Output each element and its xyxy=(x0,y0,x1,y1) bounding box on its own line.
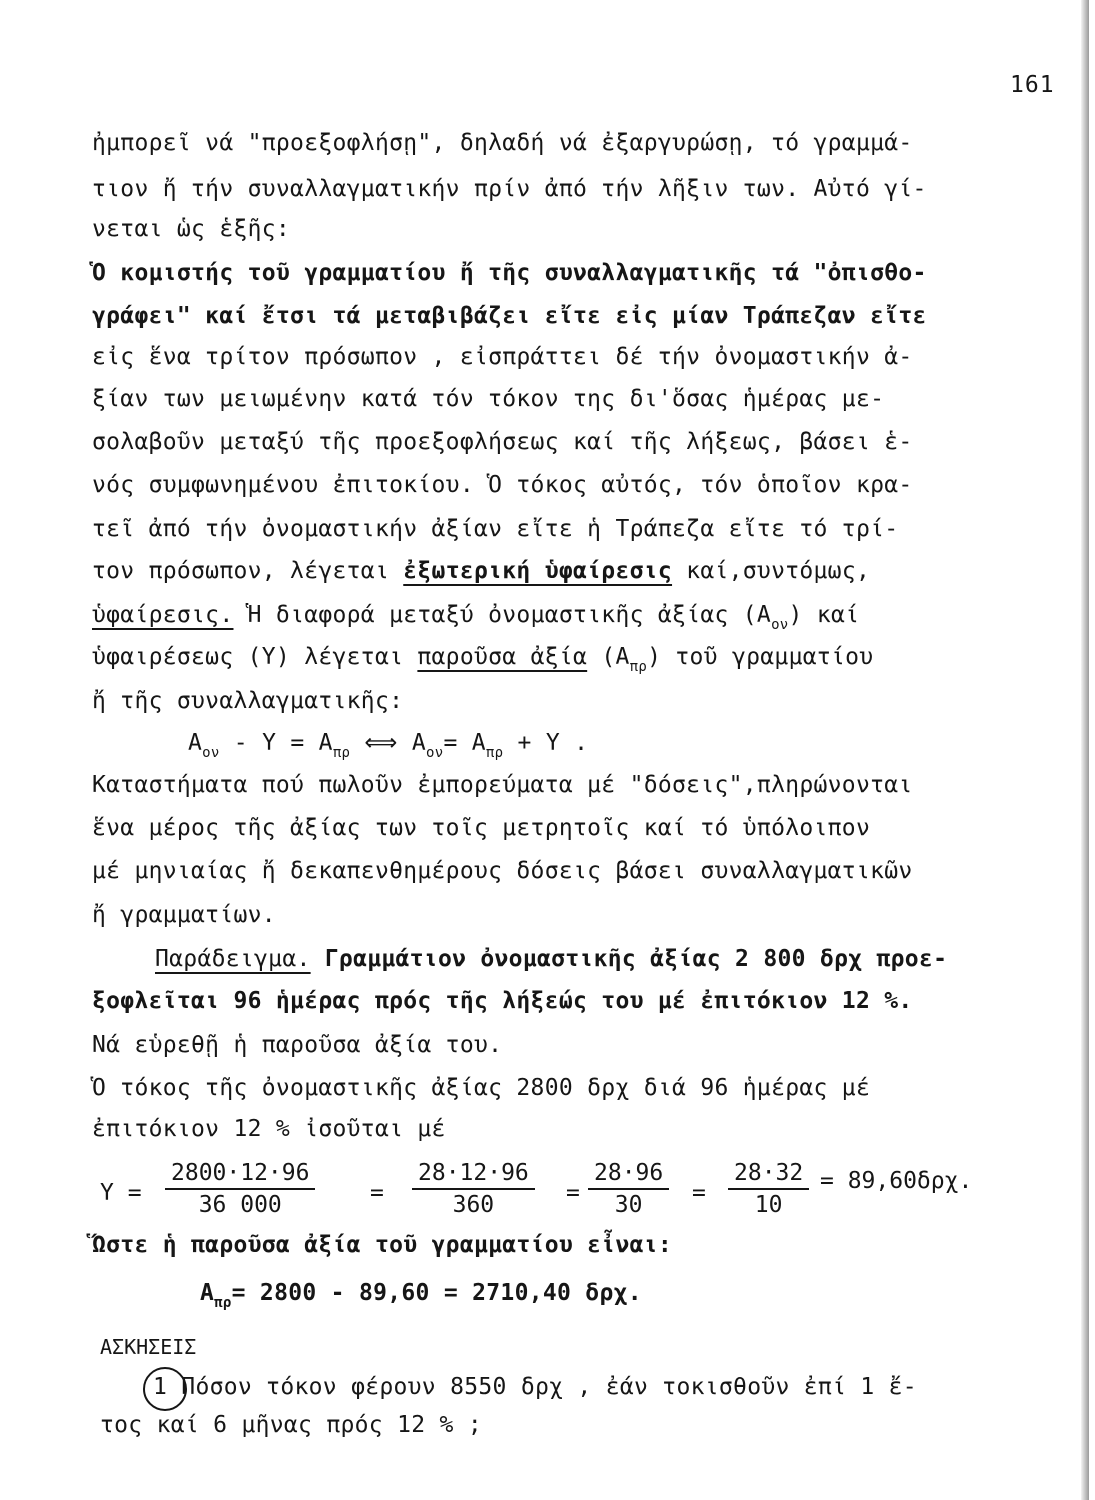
formula-part: = Α xyxy=(443,730,486,756)
text-line: ἤ γραμματίων. xyxy=(92,902,276,928)
calc-result: = 89,60δρχ. xyxy=(820,1168,973,1194)
text-line: νεται ὡς ἑξῆς: xyxy=(92,216,291,242)
text-line: τιον ἤ τήν συναλλαγματικήν πρίν ἀπό τήν λῆξιν των. Αὐτό γί- xyxy=(92,176,927,202)
text-fragment: καί,συντόμως, xyxy=(672,558,871,584)
fraction-3 xyxy=(588,1160,669,1218)
text-fragment: ὑφαιρέσεως (Υ) λέγεται xyxy=(92,644,418,670)
text-fragment: ) καί xyxy=(788,602,860,628)
formula-part: - Υ = Α xyxy=(219,730,333,756)
text-line xyxy=(92,642,873,682)
text-line xyxy=(155,944,947,974)
final-result-line xyxy=(200,1278,642,1318)
fraction-2-numerator: 28·12·96 xyxy=(412,1160,535,1190)
text-line: ἐπιτόκιον 12 % ἰσοῦται μέ xyxy=(92,1116,446,1142)
text-line: σολαβοῦν μεταξύ τῆς προεξοφλήσεως καί τῆς λήξεως, βάσει ἑ- xyxy=(92,429,913,455)
subscript: ον xyxy=(426,745,444,761)
page-number: 161 xyxy=(1010,72,1055,98)
text-line: τος καί 6 μῆνας πρός 12 % ; xyxy=(100,1412,482,1438)
text-fragment: ) τοῦ γραμματίου xyxy=(647,644,874,670)
text-line xyxy=(92,556,870,586)
text-line xyxy=(92,600,859,640)
exercise-number: 1 xyxy=(153,1374,168,1400)
subscript: πρ xyxy=(214,1295,232,1311)
equals-sign: = xyxy=(692,1180,706,1206)
subscript: ον xyxy=(202,745,220,761)
text-line: ἕνα μέρος τῆς ἀξίας των τοῖς μετρητοῖς καί τό ὑπόλοιπον xyxy=(92,815,871,841)
formula-part: + Υ . xyxy=(503,730,589,756)
subscript: πρ xyxy=(629,659,648,675)
text-line: Ὁ τόκος τῆς ὀνομαστικῆς ἀξίας 2800 δρχ διά 96 ἡμέρας μέ xyxy=(92,1075,871,1101)
equals-sign: = xyxy=(370,1180,384,1206)
fraction-2 xyxy=(412,1160,535,1218)
term-present-value: παροῦσα ἀξία xyxy=(417,644,588,670)
term-discount: ὑφαίρεσις. xyxy=(92,602,234,628)
text-line: εἰς ἕνα τρίτον πρόσωπον , εἰσπράττει δέ τήν ὀνομαστικήν ἀ- xyxy=(92,344,913,370)
term-external-discount: ἐξωτερική ὑφαίρεσις xyxy=(403,558,673,584)
fraction-4-numerator: 28·32 xyxy=(728,1160,809,1190)
exercises-heading: ΑΣΚΗΣΕΙΣ xyxy=(100,1335,197,1359)
fraction-4-denominator: 10 xyxy=(754,1192,783,1218)
text-line: τεῖ ἀπό τήν ὀνομαστικήν ἀξίαν εἴτε ἡ Τράπεζα εἴτε τό τρί- xyxy=(92,516,899,542)
formula-part: ⟺ Α xyxy=(350,730,426,756)
text-line: Καταστήματα πού πωλοῦν ἐμπορεύματα μέ "δόσεις",πληρώνονται xyxy=(92,772,913,798)
fraction-1-denominator: 36 000 xyxy=(198,1192,282,1218)
formula-part: Α xyxy=(200,1280,215,1306)
calc-y-label: Υ = xyxy=(100,1180,142,1206)
text-line: ἤ τῆς συναλλαγματικῆς: xyxy=(92,688,404,714)
text-line: Ὁ κομιστής τοῦ γραμματίου ἤ τῆς συναλλαγματικῆς τά "ὀπισθο- xyxy=(92,260,927,286)
text-line xyxy=(153,1372,917,1402)
fraction-3-denominator: 30 xyxy=(614,1192,643,1218)
formula-part: Α xyxy=(188,730,203,756)
text-line: ξοφλεῖται 96 ἡμέρας πρός τῆς λήξεώς του μέ ἐπιτόκιον 12 %. xyxy=(92,988,913,1014)
fraction-4 xyxy=(728,1160,809,1218)
fraction-3-numerator: 28·96 xyxy=(588,1160,669,1190)
text-line: γράφει" καί ἔτσι τά μεταβιβάζει εἴτε εἰς μίαν Τράπεζαν εἴτε xyxy=(92,303,927,329)
text-fragment: Γραμμάτιον ὀνομαστικῆς ἀξίας 2 800 δρχ προε- xyxy=(310,946,948,972)
text-line: Ὥστε ἡ παροῦσα ἀξία τοῦ γραμματίου εἶναι: xyxy=(92,1232,673,1258)
text-fragment: Ἡ διαφορά μεταξύ ὀνομαστικῆς ἀξίας (Α xyxy=(233,602,772,628)
text-line: ξίαν των μειωμένην κατά τόν τόκον της δι'ὅσας ἡμέρας με- xyxy=(92,386,885,412)
text-fragment: (Α xyxy=(587,644,630,670)
text-line: νός συμφωνημένου ἐπιτοκίου. Ὁ τόκος αὐτός, τόν ὁποῖον κρα- xyxy=(92,472,913,498)
example-label: Παράδειγμα. xyxy=(155,946,311,972)
equals-sign: = xyxy=(566,1180,580,1206)
text-line: ἠμπορεῖ νά "προεξοφλήσῃ", δηλαδή νά ἐξαργυρώσῃ, τό γραμμά- xyxy=(92,130,913,156)
formula-line xyxy=(188,728,588,768)
fraction-1 xyxy=(165,1160,315,1218)
subscript: πρ xyxy=(332,745,351,761)
text-fragment: Πόσον τόκον φέρουν 8550 δρχ , ἐάν τοκισθοῦν ἐπί 1 ἔ- xyxy=(167,1374,917,1400)
page-edge-shadow xyxy=(1081,0,1089,1500)
formula-part: = 2800 - 89,60 = 2710,40 δρχ. xyxy=(231,1280,642,1306)
fraction-2-denominator: 360 xyxy=(452,1192,495,1218)
subscript: πρ xyxy=(485,745,504,761)
subscript: ον xyxy=(771,617,789,633)
text-line: μέ μηνιαίας ἤ δεκαπενθημέρους δόσεις βάσει συναλλαγματικῶν xyxy=(92,858,913,884)
text-fragment: τον πρόσωπον, λέγεται xyxy=(92,558,404,584)
text-line: Νά εὑρεθῇ ἡ παροῦσα ἀξία του. xyxy=(92,1032,503,1058)
fraction-1-numerator: 2800·12·96 xyxy=(165,1160,315,1190)
